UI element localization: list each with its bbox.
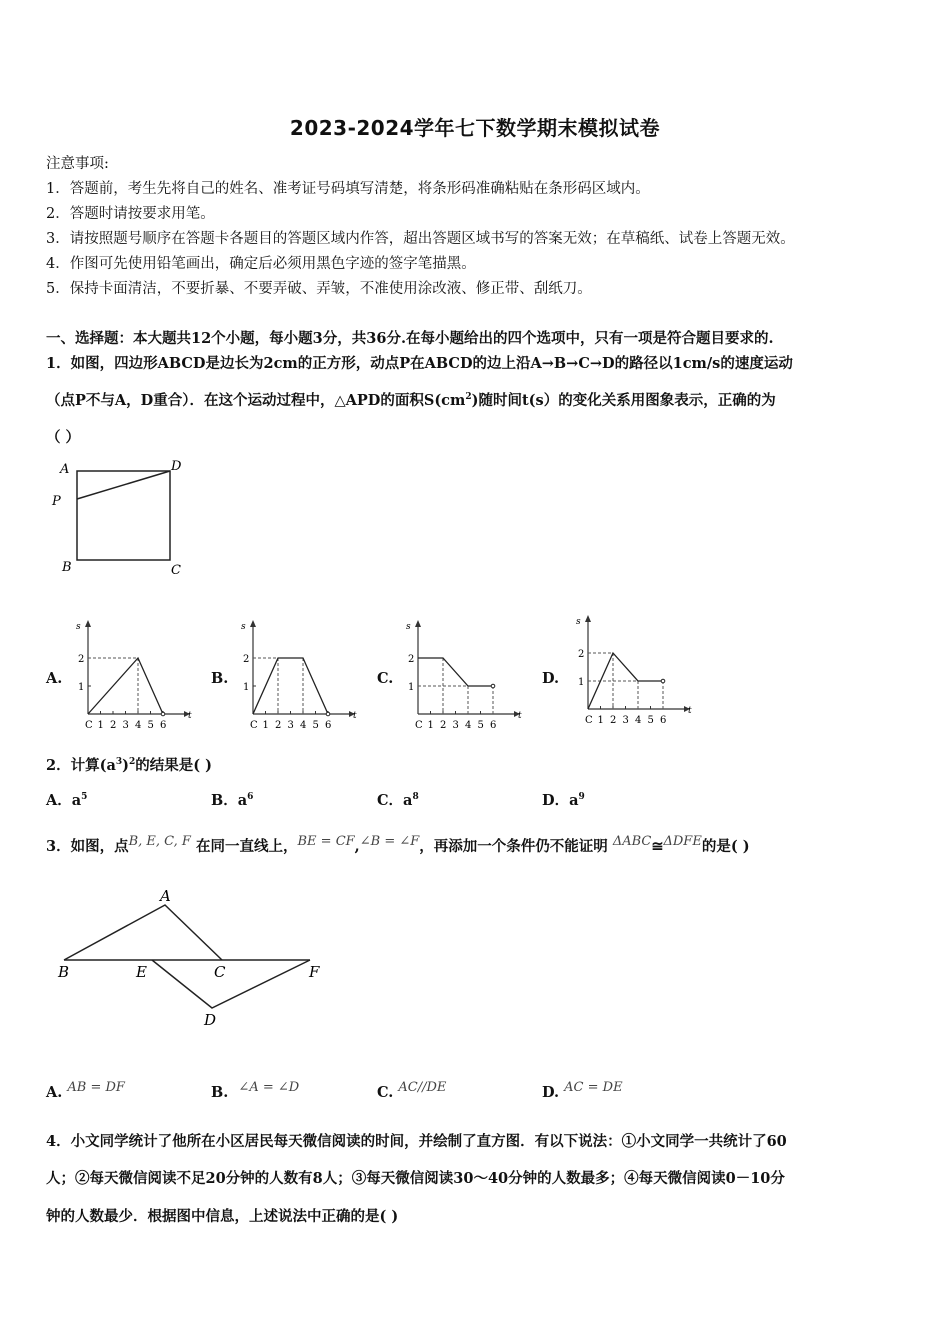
q1-graph-a — [72, 617, 197, 741]
label-f: F — [309, 963, 320, 981]
notice-item: 2．答题时请按要求用笔。 — [46, 206, 215, 222]
label-e: E — [136, 963, 147, 981]
q3-triangle-figure — [52, 885, 332, 1034]
superscript: 2 — [465, 392, 472, 403]
svg-text:1: 1 — [578, 677, 585, 688]
svg-text:6: 6 — [325, 720, 332, 731]
notice-item: 5．保持卡面清洁，不要折暴、不要弄破、弄皱，不准使用涂改液、修正带、刮纸刀。 — [46, 281, 592, 297]
label-p: P — [52, 494, 61, 509]
svg-text:1: 1 — [408, 682, 415, 693]
q2-stem — [46, 754, 212, 775]
q3-option-a[interactable] — [46, 1080, 125, 1101]
label-a: A — [60, 462, 70, 477]
q2-text: 2．计算(a — [46, 757, 116, 774]
label-c: C — [171, 563, 181, 578]
q2-option-a[interactable] — [46, 789, 87, 810]
superscript: 5 — [81, 792, 88, 803]
math-expression: B, E, C, F — [128, 834, 191, 849]
math-expression: BE = CF — [297, 834, 355, 849]
q2-option-b[interactable] — [211, 789, 253, 810]
math-expression: AC//DE — [398, 1080, 447, 1095]
q1-option-d-label[interactable]: D. — [542, 670, 560, 687]
svg-text:s: s — [406, 622, 411, 632]
svg-text:5: 5 — [312, 720, 319, 731]
svg-text:3: 3 — [287, 720, 294, 731]
option-text: A．a — [46, 792, 82, 809]
option-label: D. — [542, 1083, 560, 1101]
superscript: 6 — [247, 792, 254, 803]
section-heading: 一、选择题：本大题共12个小题，每小题3分，共36分.在每小题给出的四个选项中，只有一项是符合题目要求的. — [46, 330, 774, 347]
q1-graph-c — [402, 617, 527, 741]
notice-item: 1．答题前，考生先将自己的姓名、准考证号码填写清楚，将条形码准确粘贴在条形码区域内。 — [46, 181, 650, 197]
q4-stem-line1: 4．小文同学统计了他所在小区居民每天微信阅读的时间，并绘制了直方图．有以下说法：①小文同学一共统计了60 — [46, 1133, 787, 1150]
svg-text:6: 6 — [490, 720, 497, 731]
svg-text:2: 2 — [275, 720, 282, 731]
label-c: C — [214, 963, 226, 981]
svg-text:4: 4 — [300, 720, 307, 731]
superscript: 9 — [578, 792, 585, 803]
svg-text:2: 2 — [78, 654, 85, 665]
svg-text:1: 1 — [78, 682, 85, 693]
q1-text: )随时间t(s）的变化关系用图象表示，正确的为 — [471, 392, 776, 409]
q4-stem-line2: 人；②每天微信阅读不足20分钟的人数有8人；③每天微信阅读30～40分钟的人数最多；④每天微信阅读0－10分 — [46, 1170, 785, 1187]
svg-text:2: 2 — [243, 654, 250, 665]
q2-text: ) — [122, 757, 129, 774]
superscript: 8 — [412, 792, 419, 803]
q4-stem-line3: 钟的人数最少．根据图中信息，上述说法中正确的是( ) — [46, 1208, 399, 1225]
svg-text:6: 6 — [160, 720, 167, 731]
q1-stem-line1: 1．如图，四边形ABCD是边长为2cm的正方形，动点P在ABCD的边上沿A→B→C→D的路径以1cm/s的速度运动 — [46, 355, 793, 372]
notice-item: 4．作图可先使用铅笔画出，确定后必须用黑色字迹的签字笔描黑。 — [46, 256, 476, 272]
svg-text:2: 2 — [578, 649, 585, 660]
q1-square-figure — [48, 455, 198, 584]
q1-option-c-label[interactable]: C. — [377, 670, 394, 687]
q3-text: 的是( ) — [701, 837, 750, 855]
svg-text:t: t — [518, 711, 522, 721]
svg-text:1: 1 — [97, 720, 104, 731]
label-a: A — [160, 887, 171, 905]
label-d: D — [204, 1011, 217, 1029]
svg-text:1: 1 — [262, 720, 269, 731]
q3-text: 3．如图，点 — [46, 837, 129, 855]
svg-text:4: 4 — [635, 715, 642, 726]
q2-option-c[interactable] — [377, 789, 419, 810]
svg-text:C: C — [85, 720, 93, 731]
svg-text:3: 3 — [122, 720, 129, 731]
math-expression: ΔABC — [612, 834, 652, 849]
svg-text:s: s — [576, 617, 581, 627]
q1-graph-b — [237, 617, 362, 741]
option-text: C．a — [377, 792, 413, 809]
superscript: 3 — [115, 757, 123, 768]
svg-text:2: 2 — [610, 715, 617, 726]
svg-text:6: 6 — [660, 715, 667, 726]
svg-text:t: t — [353, 711, 357, 721]
math-expression: AB = DF — [67, 1080, 125, 1095]
q3-stem: 3．如图，点$^{B, E, C, F}$ 在同一直线上，$^{BE = CF}$,$^{\angle B = \angle F}$，再添加一个条件仍不能证明 $^{\Delta ABC}$≅$^{\Delta DFE}$的是( ) — [46, 834, 750, 855]
q3-option-d[interactable] — [542, 1080, 623, 1101]
svg-text:1: 1 — [243, 682, 250, 693]
svg-text:2: 2 — [440, 720, 447, 731]
svg-text:s: s — [76, 622, 81, 632]
q3-text: ，再添加一个条件仍不能证明 — [419, 837, 608, 855]
math-expression: AC = DE — [564, 1080, 623, 1095]
svg-text:3: 3 — [452, 720, 459, 731]
svg-text:C: C — [250, 720, 258, 731]
label-d: D — [171, 459, 182, 474]
q1-stem-line2 — [46, 389, 776, 410]
label-b: B — [58, 963, 70, 981]
svg-text:t: t — [688, 706, 692, 716]
q3-option-b[interactable] — [211, 1080, 299, 1101]
notice-heading: 注意事项: — [46, 156, 109, 172]
svg-text:1: 1 — [427, 720, 434, 731]
q1-answer-blank: （ ） — [46, 429, 81, 446]
math-expression: ∠A = ∠D — [238, 1080, 300, 1095]
svg-text:t: t — [188, 711, 192, 721]
option-label: A. — [46, 1083, 63, 1101]
q2-option-d[interactable] — [542, 789, 585, 810]
label-b: B — [62, 560, 72, 575]
option-label: B. — [211, 1083, 229, 1101]
q3-text: 在同一直线上， — [196, 837, 298, 855]
congruent-symbol: ≅ — [651, 837, 664, 855]
q3-option-c[interactable] — [377, 1080, 446, 1101]
svg-text:C: C — [585, 715, 593, 726]
q1-option-a-label[interactable]: A. — [46, 670, 63, 687]
svg-text:s: s — [241, 622, 246, 632]
q2-text: 的结果是( ) — [135, 757, 213, 774]
page-title: 2023-2024学年七下数学期末模拟试卷 — [289, 116, 661, 140]
svg-text:5: 5 — [477, 720, 484, 731]
svg-text:4: 4 — [135, 720, 142, 731]
q1-option-b-label[interactable]: B. — [211, 670, 229, 687]
option-text: D．a — [542, 792, 579, 809]
svg-text:1: 1 — [597, 715, 604, 726]
superscript: 2 — [129, 757, 136, 768]
svg-text:5: 5 — [147, 720, 154, 731]
svg-text:3: 3 — [622, 715, 629, 726]
svg-text:5: 5 — [647, 715, 654, 726]
notice-item: 3．请按照题号顺序在答题卡各题目的答题区域内作答，超出答题区域书写的答案无效；在草稿纸、试卷上答题无效。 — [46, 231, 795, 247]
q1-text: （点P不与A，D重合）．在这个运动过程中，△APD的面积S(cm — [46, 392, 466, 409]
option-text: B．a — [211, 792, 248, 809]
math-expression: ∠B = ∠F — [359, 834, 420, 849]
option-label: C. — [377, 1083, 394, 1101]
svg-text:4: 4 — [465, 720, 472, 731]
svg-text:C: C — [415, 720, 423, 731]
svg-text:2: 2 — [408, 654, 415, 665]
q1-graph-d — [572, 612, 697, 736]
math-expression: ΔDFE — [663, 834, 702, 849]
svg-text:2: 2 — [110, 720, 117, 731]
